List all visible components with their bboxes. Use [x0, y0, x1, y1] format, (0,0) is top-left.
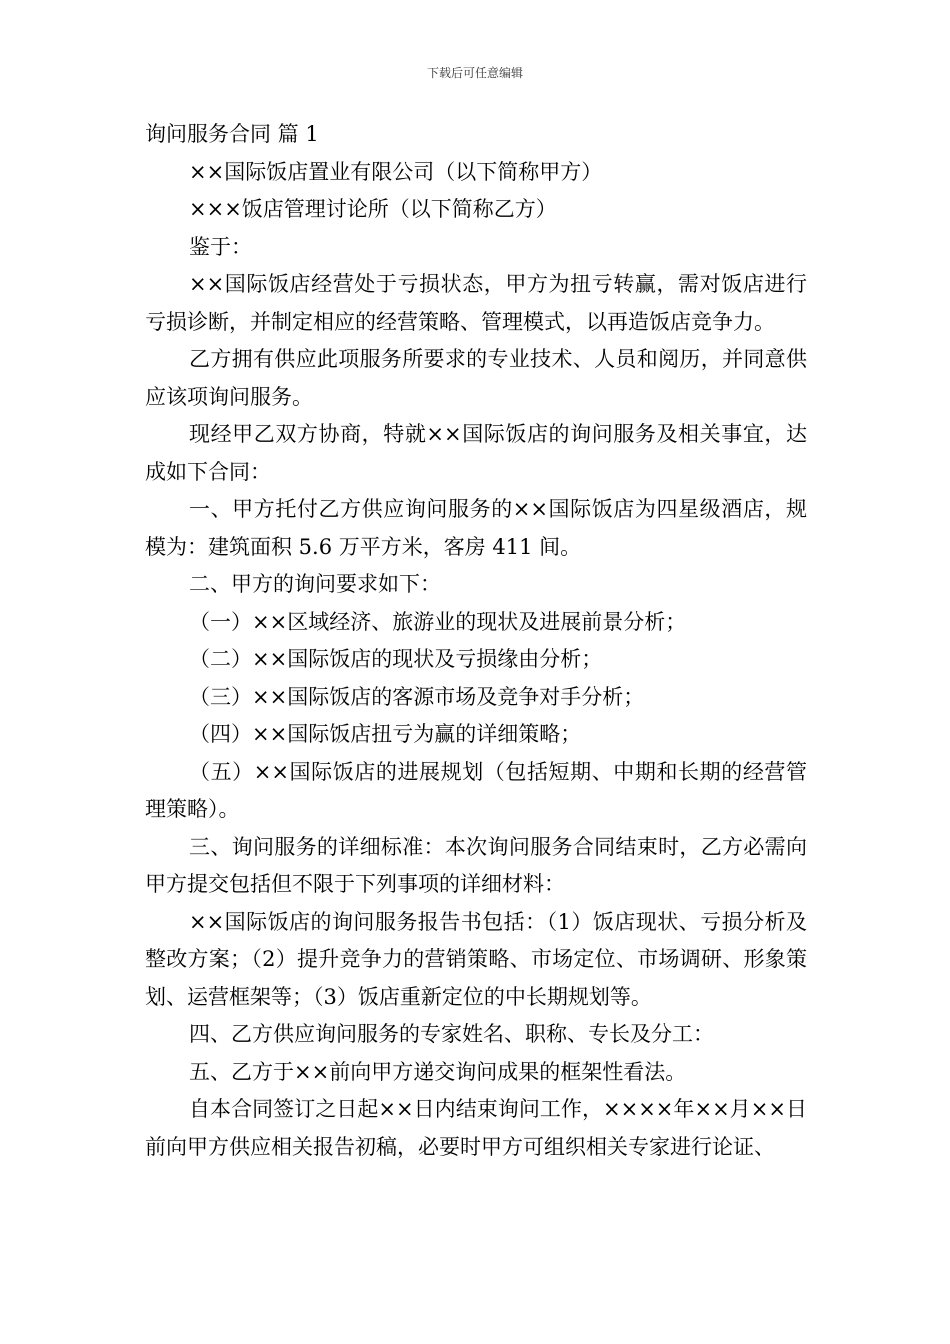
clause-4: 四、乙方供应询问服务的专家姓名、职称、专长及分工：	[189, 1022, 714, 1046]
paragraph-party-a: ××国际饭店置业有限公司（以下简称甲方）	[189, 159, 603, 184]
paragraph-agreement: 现经甲乙双方协商，特就××国际饭店的询问服务及相关事宜，达成如下合同：	[145, 422, 807, 484]
clause-2-item-5: （五）××国际饭店的进展规划（包括短期、中期和长期的经营管理策略）。	[145, 759, 807, 821]
clause-2: 二、甲方的询问要求如下：	[189, 572, 441, 596]
paragraph-party-b: ×××饭店管理讨论所（以下简称乙方）	[189, 197, 557, 221]
clause-2-item-2: （二）××国际饭店的现状及亏损缘由分析；	[189, 647, 603, 671]
clause-3: 三、询问服务的详细标准：本次询问服务合同结束时，乙方必需向甲方提交包括但不限于下列事项的详细材料：	[145, 834, 807, 896]
paragraph-whereas: 鉴于：	[189, 234, 252, 259]
paragraph-party-b-capability: 乙方拥有供应此项服务所要求的专业技术、人员和阅历，并同意供应该项询问服务。	[145, 347, 807, 409]
paragraph-schedule: 自本合同签订之日起××日内结束询问工作，××××年××月××日前向甲方供应相关报告初稿，必要时甲方可组织相关专家进行论证、	[145, 1097, 807, 1159]
paragraph-background: ××国际饭店经营处于亏损状态，甲方为扭亏转赢，需对饭店进行亏损诊断，并制定相应的经营策略、管理模式，以再造饭店竞争力。	[145, 272, 807, 334]
clause-1: 一、甲方托付乙方供应询问服务的××国际饭店为四星级酒店，规模为：建筑面积 5.6 万平方米，客房 411 间。	[145, 497, 807, 559]
document-title: 询问服务合同 篇 1	[145, 122, 319, 146]
document-body	[145, 116, 807, 1166]
clause-5: 五、乙方于××前向甲方递交询问成果的框架性看法。	[189, 1059, 687, 1084]
clause-3-report: ××国际饭店的询问服务报告书包括：（1）饭店现状、亏损分析及整改方案；（2）提升竞争力的营销策略、市场定位、市场调研、形象策划、运营框架等；（3）饭店重新定位的中长期规划等。	[145, 909, 807, 1009]
clause-2-item-4: （四）××国际饭店扭亏为赢的详细策略；	[189, 722, 582, 746]
clause-2-item-1: （一）××区域经济、旅游业的现状及进展前景分析；	[189, 609, 687, 634]
page-header: 下载后可任意编辑	[426, 66, 523, 80]
clause-2-item-3: （三）××国际饭店的客源市场及竞争对手分析；	[189, 684, 645, 709]
